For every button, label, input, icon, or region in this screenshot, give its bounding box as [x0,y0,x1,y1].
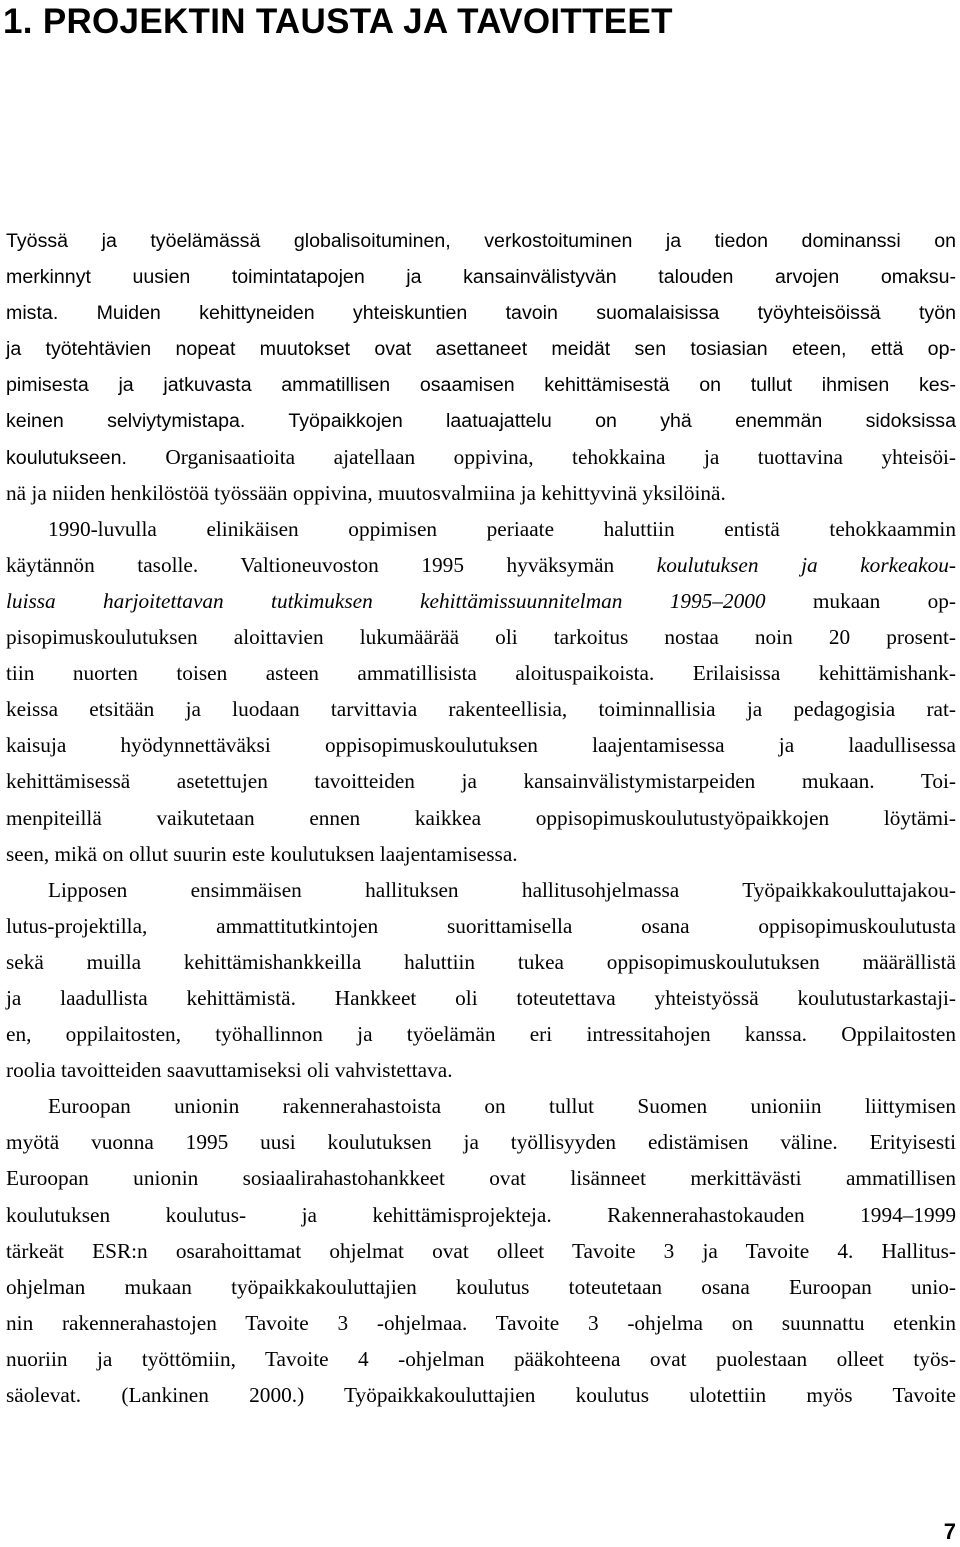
text-segment: sekä muilla kehittämishankkeilla haluttiin tukea oppisopimuskoulutuksen määrällistä [6,949,956,974]
text-segment: Euroopan unionin sosiaalirahastohankkeet ovat lisänneet merkittävästi ammatillisen [6,1166,956,1191]
text-segment: lutus-projektilla, ammattitutkintojen suorittamisella osana oppisopimuskoulutusta [6,913,956,938]
text-segment: Euroopan unionin rakennerahastoista on tullut Suomen unioniin liittymisen [48,1094,956,1119]
text-line [6,908,956,944]
text-segment: Lipposen ensimmäisen hallituksen hallitusohjelmassa Työpaikkakouluttajakou- [48,877,956,902]
text-segment: koulutuksen koulutus- ja kehittämisprojekteja. Rakennerahastokauden 1994–1999 [6,1202,956,1227]
text-segment: kehittämisessä asetettujen tavoitteiden ja kansainvälistymistarpeiden mukaan. Toi- [6,769,956,794]
text-segment: mukaan op- [765,588,956,613]
text-segment: menpiteillä vaikutetaan ennen kaikkea oppisopimuskoulutustyöpaikkojen löytämi- [6,805,956,830]
text-line [6,1377,956,1413]
text-line [6,511,956,547]
text-line [6,294,956,330]
text-segment: nin rakennerahastojen Tavoite 3 -ohjelmaa. Tavoite 3 -ohjelma on suunnattu etenkin [6,1310,956,1335]
text-line [6,366,956,402]
text-line [6,1305,956,1341]
text-segment: ohjelman mukaan työpaikkakouluttajien koulutus toteutetaan osana Euroopan unio- [6,1274,956,1299]
text-segment: keinen selviytymistapa. Työpaikkojen laatuajattelu on yhä enemmän sidoksissa [6,410,956,433]
text-segment: pisopimuskoulutuksen aloittavien lukumäärää oli tarkoitus nostaa noin 20 prosent- [6,625,956,650]
text-line [6,619,956,655]
text-segment: ja työtehtävien nopeat muutokset ovat asettaneet meidät sen tosiasian eteen, että op- [6,338,956,361]
text-segment: koulutukseen. [6,446,127,469]
text-line [6,836,956,872]
text-line [6,980,956,1016]
text-segment: pimisesta ja jatkuvasta ammatillisen osaamisen kehittämisestä on tullut ihmisen kes- [6,374,956,397]
text-segment: myötä vuonna 1995 uusi koulutuksen ja työllisyyden edistämisen väline. Erityisesti [6,1130,956,1155]
text-line [6,1197,956,1233]
text-line [6,1124,956,1160]
text-segment: käytännön tasolle. Valtioneuvoston 1995 hyväksymän [6,552,657,577]
text-line [6,800,956,836]
italic-text: koulutuksen ja korkeakou- [656,552,956,577]
text-line [6,691,956,727]
text-line [6,330,956,366]
text-segment: en, oppilaitosten, työhallinnon ja työelämän eri intressitahojen kanssa. Oppilaitosten [6,1022,956,1047]
chapter-heading: 1. PROJEKTIN TAUSTA JA TAVOITTEET [3,2,673,41]
text-line [6,872,956,908]
text-segment: mista. Muiden kehittyneiden yhteiskuntien tavoin suomalaisissa työyhteisöissä työn [6,302,956,325]
text-segment: Organisaatioita ajatellaan oppivina, tehokkaina ja tuottavina yhteisöi- [126,444,956,469]
text-line [6,475,956,511]
text-segment: seen, mikä on ollut suurin este koulutuksen laajentamisessa. [6,841,518,866]
text-segment: merkinnyt uusien toimintatapojen ja kansainvälistyvän talouden arvojen omaksu- [6,266,956,289]
text-line [6,1016,956,1052]
body-text [6,222,956,1413]
text-segment: säolevat. (Lankinen 2000.) Työpaikkakouluttajien koulutus ulotettiin myös Tavoite [6,1383,956,1407]
text-line [6,583,956,619]
text-segment: nuoriin ja työttömiin, Tavoite 4 -ohjelman pääkohteena ovat puolestaan olleet työs- [6,1346,956,1371]
page-number: 7 [943,1519,956,1544]
text-line [6,402,956,438]
text-line [6,655,956,691]
text-segment: roolia tavoitteiden saavuttamiseksi oli vahvistettava. [6,1058,453,1083]
text-line [6,1088,956,1124]
text-segment: Työssä ja työelämässä globalisoituminen, verkostoituminen ja tiedon dominanssi on [6,230,956,252]
text-line [6,547,956,583]
text-segment: tiin nuorten toisen asteen ammatillisista aloituspaikoista. Erilaisissa kehittämishank- [6,661,956,686]
text-segment: 1990-luvulla elinikäisen oppimisen periaate haluttiin entistä tehokkaammin [48,516,956,541]
text-line [6,944,956,980]
text-line [6,1269,956,1305]
text-segment: tärkeät ESR:n osarahoittamat ohjelmat ovat olleet Tavoite 3 ja Tavoite 4. Hallitus- [6,1238,956,1263]
text-line [6,1160,956,1196]
text-segment: kaisuja hyödynnettäväksi oppisopimuskoulutuksen laajentamisessa ja laadullisessa [6,733,956,758]
text-line [6,1233,956,1269]
text-line [6,222,956,258]
text-segment: nä ja niiden henkilöstöä työssään oppivina, muutosvalmiina ja kehittyvinä yksilöinä. [6,480,726,505]
text-line [6,258,956,294]
text-segment: ja laadullista kehittämistä. Hankkeet oli toteutettava yhteistyössä koulutustarkastaji- [6,985,956,1010]
text-segment: keissa etsitään ja luodaan tarvittavia rakenteellisia, toiminnallisia ja pedagogisia rat- [6,697,956,722]
italic-text: luissa harjoitettavan tutkimuksen kehittämissuunnitelman 1995–2000 [6,588,766,613]
text-line [6,1052,956,1088]
text-line [6,1341,956,1377]
text-line [6,727,956,763]
text-line [6,763,956,799]
text-line [6,439,956,475]
